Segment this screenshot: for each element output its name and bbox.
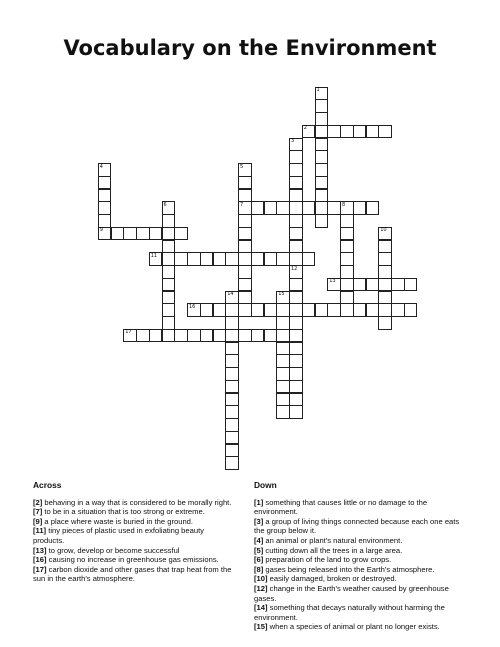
grid-cell[interactable] <box>289 265 303 279</box>
grid-cell[interactable] <box>340 265 354 279</box>
grid-cell[interactable] <box>251 201 265 215</box>
grid-cell[interactable] <box>251 252 265 266</box>
grid-cell[interactable] <box>225 354 239 368</box>
grid-cell[interactable] <box>213 303 227 317</box>
grid-cell[interactable] <box>98 163 112 177</box>
grid-cell[interactable] <box>162 201 176 215</box>
grid-cell[interactable] <box>251 303 265 317</box>
clue-number: 11 <box>150 252 158 259</box>
across-clues <box>33 481 233 584</box>
grid-cell[interactable] <box>225 418 239 432</box>
clue-across-17: [17] carbon dioxide and other gases that trap heat from the sun in the earth's atmosphere. <box>33 564 232 584</box>
grid-cell[interactable] <box>315 112 329 126</box>
grid-cell[interactable] <box>225 303 239 317</box>
grid-cell[interactable] <box>238 227 252 241</box>
grid-cell[interactable] <box>162 252 176 266</box>
grid-cell[interactable] <box>225 456 239 470</box>
grid-cell[interactable] <box>136 329 150 343</box>
grid-cell[interactable] <box>162 316 176 330</box>
grid-cell[interactable] <box>238 329 252 343</box>
grid-cell[interactable] <box>187 329 201 343</box>
clue-down-10: [10] easily damaged, broken or destroyed. <box>254 574 397 584</box>
puzzle-title: Vocabulary on the Environment <box>63 36 437 60</box>
across-heading: Across <box>33 480 62 490</box>
grid-cell[interactable] <box>174 227 188 241</box>
grid-cell[interactable] <box>289 367 303 381</box>
clue-down-4: [4] an animal or plant's natural environment. <box>254 535 403 545</box>
clue-down-6: [6] preparation of the land to grow crops. <box>254 555 392 565</box>
clue-number: 1 <box>316 87 320 93</box>
grid-cell[interactable] <box>174 252 188 266</box>
grid-cell[interactable] <box>340 240 354 254</box>
grid-cell[interactable] <box>200 329 214 343</box>
clue-number: 2 <box>303 125 307 132</box>
clue-number: 10 <box>380 227 387 234</box>
grid-cell[interactable] <box>123 329 137 343</box>
grid-cell[interactable] <box>238 278 252 292</box>
grid-cell[interactable] <box>225 367 239 381</box>
grid-cell[interactable] <box>276 316 290 330</box>
grid-cell[interactable] <box>289 380 303 394</box>
grid-cell[interactable] <box>391 303 405 317</box>
grid-cell[interactable] <box>162 278 176 292</box>
grid-cell[interactable] <box>315 99 329 113</box>
grid-cell[interactable] <box>315 150 329 164</box>
grid-cell[interactable] <box>366 278 380 292</box>
grid-cell[interactable] <box>162 227 176 241</box>
grid-cell[interactable] <box>315 87 329 101</box>
grid-cell[interactable] <box>315 303 329 317</box>
grid-cell[interactable] <box>225 444 239 458</box>
grid-cell[interactable] <box>353 303 367 317</box>
grid-cell[interactable] <box>136 227 150 241</box>
grid-cell[interactable] <box>327 125 341 139</box>
grid-cell[interactable] <box>162 265 176 279</box>
grid-cell[interactable] <box>238 163 252 177</box>
grid-cell[interactable] <box>302 303 316 317</box>
grid-cell[interactable] <box>289 393 303 407</box>
clue-across-9: [9] a place where waste is buried in the ground. <box>33 516 193 526</box>
grid-cell[interactable] <box>315 176 329 190</box>
grid-cell[interactable] <box>340 125 354 139</box>
down-heading: Down <box>254 480 277 490</box>
grid-cell[interactable] <box>353 201 367 215</box>
grid-cell[interactable] <box>98 189 112 203</box>
grid-cell[interactable] <box>289 150 303 164</box>
grid-cell[interactable] <box>238 303 252 317</box>
grid-cell[interactable] <box>149 252 163 266</box>
clue-number: 14 <box>227 291 234 297</box>
grid-cell[interactable] <box>340 227 354 241</box>
grid-cell[interactable] <box>238 265 252 279</box>
grid-cell[interactable] <box>289 329 303 343</box>
grid-cell[interactable] <box>276 367 290 381</box>
grid-cell[interactable] <box>276 291 290 305</box>
grid-cell[interactable] <box>289 278 303 292</box>
grid-cell[interactable] <box>276 342 290 356</box>
grid-cell[interactable] <box>238 291 252 305</box>
grid-cell[interactable] <box>404 303 418 317</box>
grid-cell[interactable] <box>289 405 303 419</box>
grid-cell[interactable] <box>225 405 239 419</box>
grid-cell[interactable] <box>391 278 405 292</box>
grid-cell[interactable] <box>225 431 239 445</box>
grid-cell[interactable] <box>315 125 329 139</box>
clue-across-13: [13] to grow, develop or become successful <box>33 545 180 555</box>
grid-cell[interactable] <box>276 303 290 317</box>
grid-cell[interactable] <box>302 252 316 266</box>
grid-cell[interactable] <box>353 125 367 139</box>
clue-down-15: [15] when a species of animal or plant no longer exists. <box>254 622 440 632</box>
grid-cell[interactable] <box>289 316 303 330</box>
grid-cell[interactable] <box>276 252 290 266</box>
grid-cell[interactable] <box>276 329 290 343</box>
clue-across-2: [2] behaving in a way that is considered to be morally right. <box>33 497 232 507</box>
grid-cell[interactable] <box>378 227 392 241</box>
clue-number: 17 <box>125 329 132 336</box>
clue-number: 8 <box>342 201 346 208</box>
clue-across-7: [7] to be in a situation that is too strong or extreme. <box>33 507 205 517</box>
grid-cell[interactable] <box>276 380 290 394</box>
grid-cell[interactable] <box>289 201 303 215</box>
grid-cell[interactable] <box>225 380 239 394</box>
grid-cell[interactable] <box>200 303 214 317</box>
grid-cell[interactable] <box>289 240 303 254</box>
grid-cell[interactable] <box>238 252 252 266</box>
grid-cell[interactable] <box>378 252 392 266</box>
grid-cell[interactable] <box>315 201 329 215</box>
grid-cell[interactable] <box>213 252 227 266</box>
grid-cell[interactable] <box>353 278 367 292</box>
clue-number: 9 <box>99 227 103 234</box>
grid-cell[interactable] <box>378 316 392 330</box>
grid-cell[interactable] <box>225 329 239 343</box>
grid-cell[interactable] <box>289 189 303 203</box>
grid-cell[interactable] <box>315 163 329 177</box>
grid-cell[interactable] <box>149 227 163 241</box>
clue-number: 15 <box>278 291 285 297</box>
grid-cell[interactable] <box>213 329 227 343</box>
grid-cell[interactable] <box>289 227 303 241</box>
grid-cell[interactable] <box>276 405 290 419</box>
grid-cell[interactable] <box>378 303 392 317</box>
grid-cell[interactable] <box>264 252 278 266</box>
grid-cell[interactable] <box>327 278 341 292</box>
grid-cell[interactable] <box>162 291 176 305</box>
grid-cell[interactable] <box>302 125 316 139</box>
grid-cell[interactable] <box>123 227 137 241</box>
grid-cell[interactable] <box>238 214 252 228</box>
grid-cell[interactable] <box>340 201 354 215</box>
grid-cell[interactable] <box>404 278 418 292</box>
grid-cell[interactable] <box>225 291 239 305</box>
clue-number: 13 <box>329 278 336 285</box>
grid-cell[interactable] <box>238 240 252 254</box>
grid-cell[interactable] <box>366 303 380 317</box>
grid-cell[interactable] <box>366 125 380 139</box>
grid-cell[interactable] <box>162 329 176 343</box>
grid-cell[interactable] <box>378 278 392 292</box>
clue-number: 12 <box>291 265 298 272</box>
clue-across-16: [16] causing no increase in greenhouse gas emissions. <box>33 555 219 565</box>
grid-cell[interactable] <box>276 201 290 215</box>
clue-number: 6 <box>163 201 167 208</box>
grid-cell[interactable] <box>289 138 303 152</box>
grid-cell[interactable] <box>366 201 380 215</box>
grid-cell[interactable] <box>378 125 392 139</box>
grid-cell[interactable] <box>289 252 303 266</box>
clue-number: 4 <box>99 163 103 170</box>
grid-cell[interactable] <box>289 214 303 228</box>
grid-cell[interactable] <box>174 329 188 343</box>
grid-cell[interactable] <box>289 303 303 317</box>
grid-cell[interactable] <box>378 240 392 254</box>
clue-down-1: [1] something that causes little or no damage to the environment. <box>254 497 428 517</box>
clue-down-5: [5] cutting down all the trees in a large area. <box>254 545 403 555</box>
grid-cell[interactable] <box>238 189 252 203</box>
grid-cell[interactable] <box>238 201 252 215</box>
down-clues <box>254 481 469 632</box>
grid-cell[interactable] <box>264 303 278 317</box>
grid-cell[interactable] <box>276 354 290 368</box>
grid-cell[interactable] <box>225 393 239 407</box>
grid-cell[interactable] <box>162 303 176 317</box>
grid-cell[interactable] <box>98 227 112 241</box>
grid-cell[interactable] <box>276 393 290 407</box>
clue-down-3: [3] a group of living things connected because each one eats the group below it. <box>254 516 460 536</box>
clue-across-11: [11] tiny pieces of plastic used in exfoliating beauty products. <box>33 526 204 545</box>
grid-cell[interactable] <box>378 265 392 279</box>
clue-number: 5 <box>240 163 244 170</box>
grid-cell[interactable] <box>340 303 354 317</box>
clue-down-14: [14] something that decays naturally without harming the environment. <box>254 603 445 622</box>
grid-cell[interactable] <box>225 342 239 356</box>
grid-cell[interactable] <box>327 201 341 215</box>
clue-down-12: [12] change in the Earth's weather caused by greenhouse gases. <box>254 583 449 603</box>
clue-down-8: [8] gases being released into the Earth's atmosphere. <box>254 564 435 574</box>
grid-cell[interactable] <box>251 329 265 343</box>
grid-cell[interactable] <box>289 354 303 368</box>
grid-cell[interactable] <box>111 227 125 241</box>
grid-cell[interactable] <box>264 329 278 343</box>
grid-cell[interactable] <box>162 240 176 254</box>
grid-cell[interactable] <box>302 201 316 215</box>
grid-cell[interactable] <box>378 291 392 305</box>
grid-cell[interactable] <box>315 214 329 228</box>
clue-number: 7 <box>240 201 244 208</box>
grid-cell[interactable] <box>315 138 329 152</box>
grid-cell[interactable] <box>340 291 354 305</box>
grid-cell[interactable] <box>340 252 354 266</box>
grid-cell[interactable] <box>200 252 214 266</box>
grid-cell[interactable] <box>289 163 303 177</box>
clue-number: 16 <box>189 303 196 310</box>
grid-cell[interactable] <box>98 201 112 215</box>
grid-cell[interactable] <box>340 214 354 228</box>
grid-cell[interactable] <box>289 291 303 305</box>
grid-cell[interactable] <box>149 329 163 343</box>
grid-cell[interactable] <box>340 278 354 292</box>
grid-cell[interactable] <box>187 252 201 266</box>
grid-cell[interactable] <box>264 201 278 215</box>
clue-number: 3 <box>291 138 295 144</box>
grid-cell[interactable] <box>315 189 329 203</box>
grid-cell[interactable] <box>289 176 303 190</box>
grid-cell[interactable] <box>98 214 112 228</box>
grid-cell[interactable] <box>162 214 176 228</box>
grid-cell[interactable] <box>225 316 239 330</box>
grid-cell[interactable] <box>327 303 341 317</box>
grid-cell[interactable] <box>289 342 303 356</box>
grid-cell[interactable] <box>98 176 112 190</box>
grid-cell[interactable] <box>238 176 252 190</box>
grid-cell[interactable] <box>225 252 239 266</box>
grid-cell[interactable] <box>187 303 201 317</box>
